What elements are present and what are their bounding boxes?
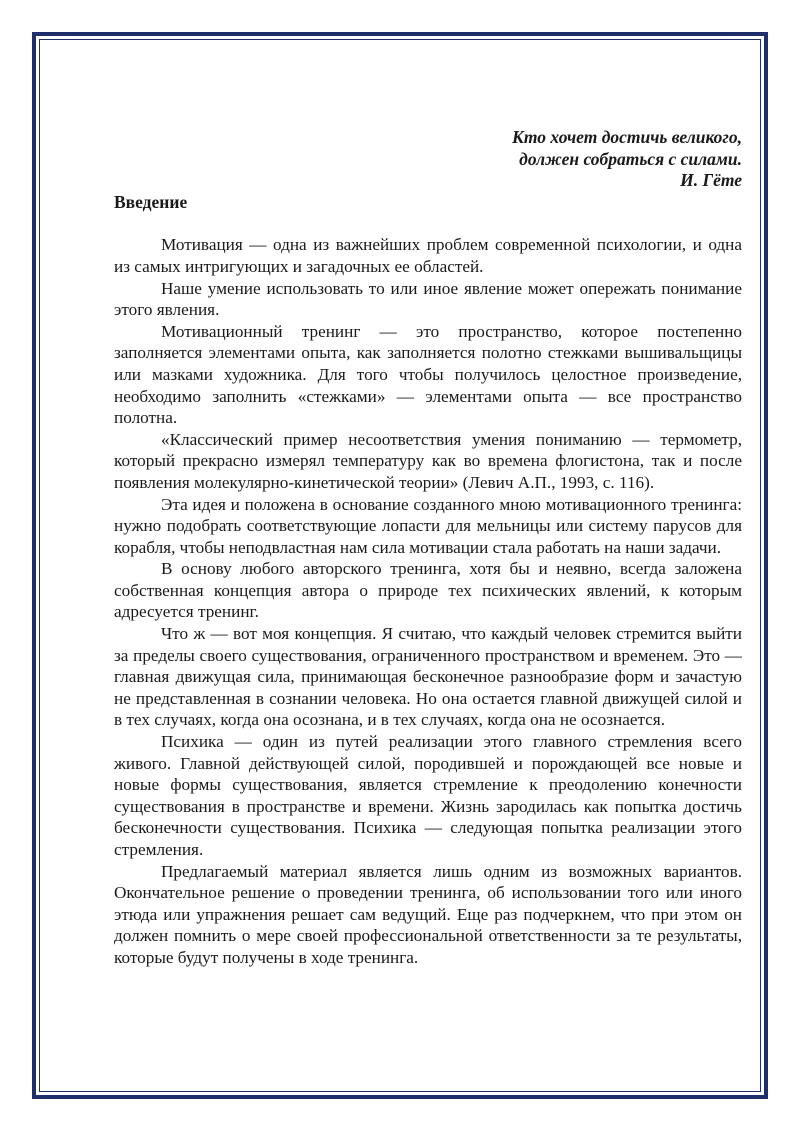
document-body bbox=[114, 127, 742, 969]
epigraph-line-2: должен собраться с силами. bbox=[519, 148, 742, 169]
epigraph-author: И. Гёте bbox=[680, 170, 742, 191]
paragraph: В основу любого авторского тренинга, хотя бы и неявно, всегда заложена собственная концепция автора о природе тех психических явлений, к которым адресуется тренинг. bbox=[114, 559, 742, 622]
paragraph: Наше умение использовать то или иное явление может опережать понимание этого явления. bbox=[114, 278, 742, 320]
paragraph: Мотивационный тренинг — это пространство, которое постепенно заполняется элементами опыта, как заполняется полотно стежками вышивальщицы или мазками художника. Для того чтобы получилось целостное произведение, необходимо заполнить «стежками» — элементами опыта — все пространство полотна. bbox=[114, 321, 742, 428]
paragraph: Эта идея и положена в основание созданного мною мотивационного тренинга: нужно подобрать соответствующие лопасти для мельницы или систему парусов для корабля, чтобы неподвластная нам сила мотивации стала работать на наши задачи. bbox=[114, 494, 742, 557]
section-heading: Введение bbox=[114, 191, 188, 212]
paragraph: Предлагаемый материал является лишь одним из возможных вариантов. Окончательное решение о проведении тренинга, об использовании того или иного этюда или упражнения решает сам ведущий. Еще раз подчеркнем, что при этом он должен помнить о мере своей профессиональной ответственности за те результаты, которые будут получены в ходе тренинга. bbox=[114, 861, 742, 967]
epigraph bbox=[114, 127, 742, 192]
paragraph: Мотивация — одна из важнейших проблем современной психологии, и одна из самых интригующих и загадочных ее областей. bbox=[114, 235, 742, 276]
paragraph: «Классический пример несоответствия умения пониманию — термометр, который прекрасно измерял температуру как во времена флогистона, так и после появления молекулярно-кинетической теории» (Левич А.П., 1993, с. 116). bbox=[114, 429, 742, 492]
paragraph: Психика — один из путей реализации этого главного стремления всего живого. Главной действующей силой, породившей и порождающей все новые и новые формы существования, является стремление к преодолению конечности существования в пространстве и времени. Жизнь зародилась как попытка достичь бесконечности существования. Психика — следующая попытка реализации этого стремления. bbox=[114, 732, 742, 859]
paragraph: Что ж — вот моя концепция. Я считаю, что каждый человек стремится выйти за пределы своего существования, ограниченного пространством и временем. Это — главная движущая сила, принимающая бесконечное разнообразие форм и зачастую не представленная в сознании человека. Но она остается главной движущей силой и в тех случаях, когда она осознана, и в тех случаях, когда она не осознается. bbox=[114, 624, 742, 730]
epigraph-line-1: Кто хочет достичь великого, bbox=[512, 127, 742, 147]
